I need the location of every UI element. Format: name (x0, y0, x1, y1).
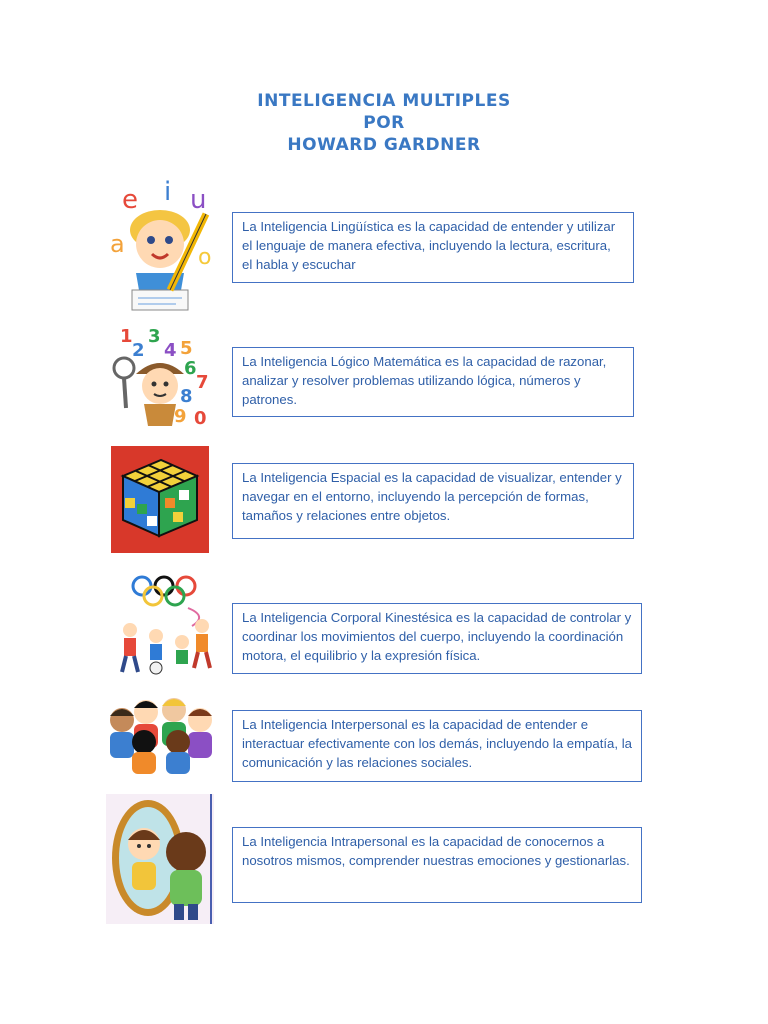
svg-text:7: 7 (196, 372, 209, 393)
spatial-description: La Inteligencia Espacial es la capacidad de visualizar, entender y navegar en el entorno, incluyendo la percepción de formas, tamaños y relaciones entre objetos. (242, 470, 622, 524)
title-line-1: INTELIGENCIA MULTIPLES (257, 91, 511, 111)
svg-text:0: 0 (194, 408, 207, 428)
svg-text:3: 3 (148, 326, 161, 347)
intrapersonal-description-box (232, 827, 642, 903)
svg-text:4: 4 (164, 340, 177, 361)
child-writing-vowels-icon (110, 178, 216, 318)
detective-with-numbers-icon (110, 322, 216, 428)
document-title (0, 90, 768, 156)
intrapersonal-description: La Inteligencia Intrapersonal es la capacidad de conocernos a nosotros mismos, comprender nuestras emociones y gestionarlas. (242, 834, 630, 869)
svg-text:8: 8 (180, 386, 193, 407)
svg-text:e: e (122, 185, 138, 215)
svg-text:1: 1 (120, 326, 133, 347)
svg-text:a: a (110, 230, 125, 258)
interpersonal-description: La Inteligencia Interpersonal es la capacidad de entender e interactuar efectivamente con los demás, incluyendo la empatía, la comunicación y las relaciones sociales. (242, 717, 632, 771)
olympic-kids-sports-icon (108, 572, 216, 680)
logical-description: La Inteligencia Lógico Matemática es la capacidad de razonar, analizar y resolver problemas utilizando lógica, números y patrones. (242, 354, 607, 408)
child-mirror-icon (106, 794, 214, 924)
svg-text:9: 9 (174, 406, 187, 427)
svg-text:o: o (198, 245, 212, 270)
logical-description-box (232, 347, 634, 417)
kinesthetic-description-box (232, 603, 642, 674)
spatial-description-box (232, 463, 634, 539)
svg-text:6: 6 (184, 358, 197, 379)
kids-circle-talking-icon (106, 694, 216, 778)
svg-text:i: i (164, 178, 172, 207)
rubiks-cube-icon (111, 446, 209, 553)
interpersonal-description-box (232, 710, 642, 782)
linguistic-description: La Inteligencia Lingüística es la capacidad de entender y utilizar el lenguaje de manera efectiva, incluyendo la lectura, escritura, el habla y escuchar (242, 219, 616, 273)
title-line-3: HOWARD GARDNER (287, 135, 481, 155)
title-line-2: POR (363, 113, 405, 133)
linguistic-description-box (232, 212, 634, 283)
svg-text:u: u (190, 185, 207, 215)
svg-text:5: 5 (180, 338, 193, 359)
kinesthetic-description: La Inteligencia Corporal Kinestésica es la capacidad de controlar y coordinar los movimientos del cuerpo, incluyendo la coordinación motora, el equilibrio y la expresión física. (242, 610, 632, 664)
svg-text:2: 2 (132, 340, 145, 361)
